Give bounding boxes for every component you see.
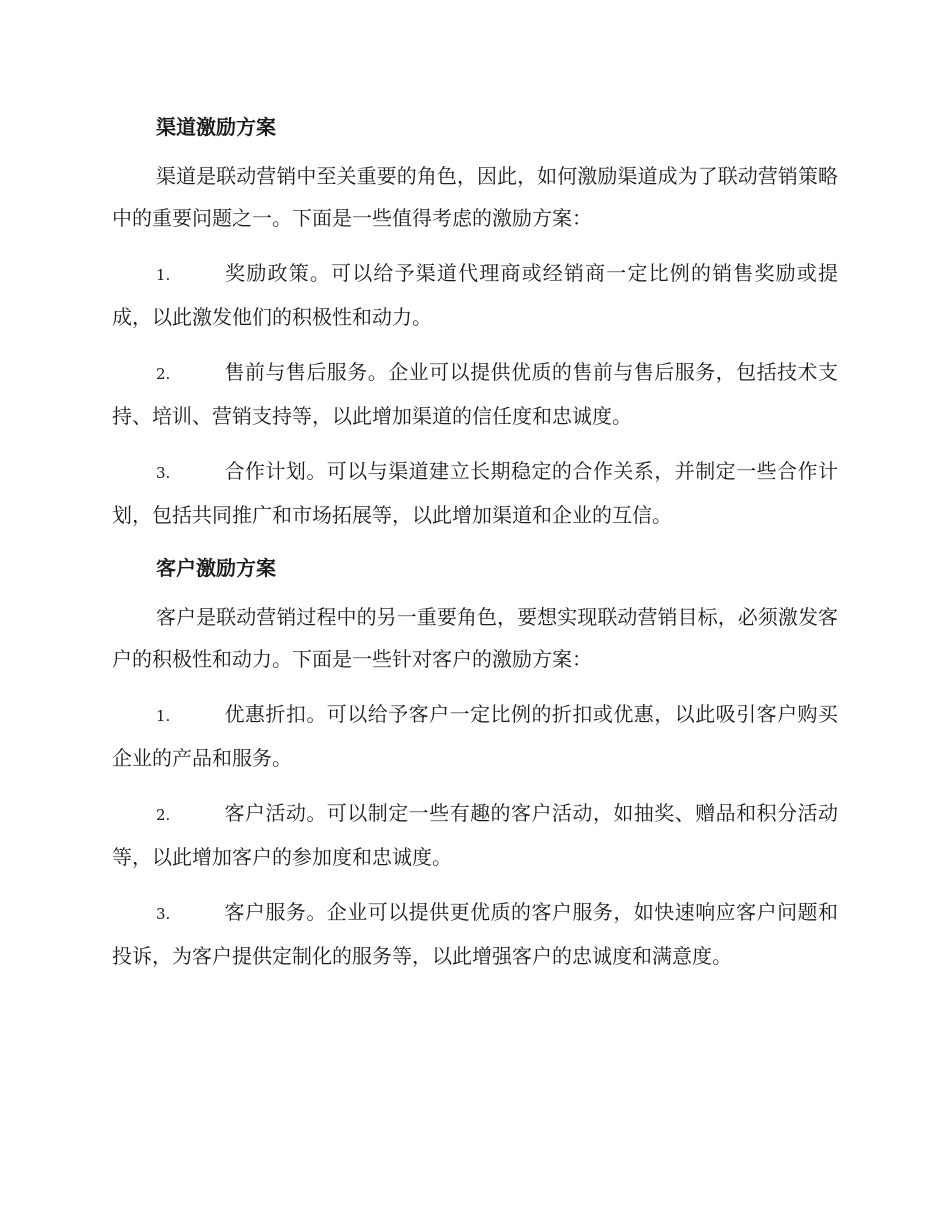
list-item [112, 693, 838, 779]
list-item-text: 客户活动。可以制定一些有趣的客户活动，如抽奖、赠品和积分活动等，以此增加客户的参加度和忠诚度。 [112, 801, 838, 869]
list-item [112, 252, 838, 338]
list-item-text: 合作计划。可以与渠道建立长期稳定的合作关系，并制定一些合作计划，包括共同推广和市场拓展等，以此增加渠道和企业的互信。 [112, 459, 838, 527]
list-item-text: 客户服务。企业可以提供更优质的客户服务，如快速响应客户问题和投诉，为客户提供定制化的服务等，以此增强客户的忠诚度和满意度。 [112, 900, 838, 968]
list-item-text: 优惠折扣。可以给予客户一定比例的折扣或优惠，以此吸引客户购买企业的产品和服务。 [112, 702, 838, 770]
list-item-number: 2. [156, 806, 171, 824]
section-customer-incentives [112, 536, 838, 977]
list-item-number: 2. [156, 365, 171, 383]
list-item [112, 351, 838, 437]
list-item-number: 1. [156, 707, 171, 725]
list-item-number: 1. [156, 266, 171, 284]
section-channel-incentives [112, 0, 838, 536]
list-item-number: 3. [156, 464, 171, 482]
list-item-number: 3. [156, 905, 171, 923]
list-item [112, 450, 838, 536]
list-item-text: 售前与售后服务。企业可以提供优质的售前与售后服务，包括技术支持、培训、营销支持等，以此增加渠道的信任度和忠诚度。 [112, 360, 838, 428]
section-heading: 客户激励方案 [156, 556, 276, 580]
section-intro: 客户是联动营销过程中的另一重要角色，要想实现联动营销目标，必须激发客户的积极性和动力。下面是一些针对客户的激励方案： [112, 605, 838, 671]
section-heading: 渠道激励方案 [156, 115, 276, 139]
list-item-text: 奖励政策。可以给予渠道代理商或经销商一定比例的销售奖励或提成，以此激发他们的积极性和动力。 [112, 261, 838, 329]
list-item [112, 891, 838, 977]
section-intro: 渠道是联动营销中至关重要的角色，因此，如何激励渠道成为了联动营销策略中的重要问题之一。下面是一些值得考虑的激励方案： [112, 164, 838, 230]
list-item [112, 792, 838, 878]
